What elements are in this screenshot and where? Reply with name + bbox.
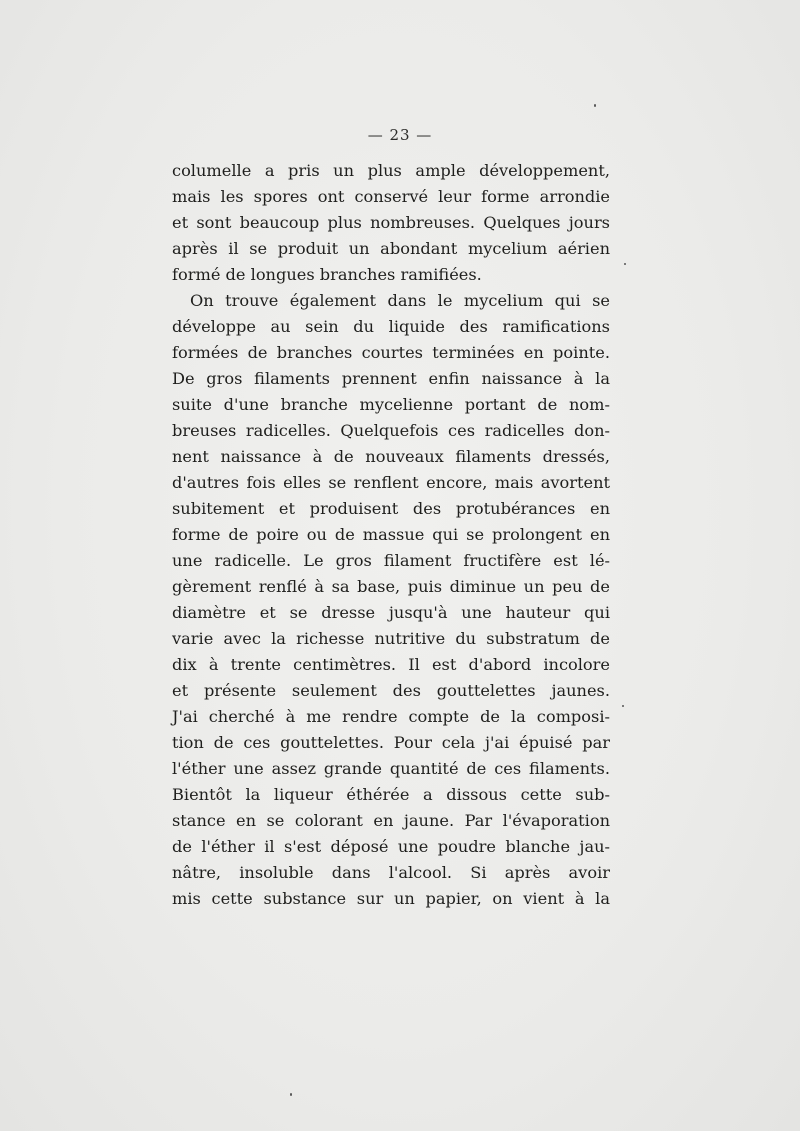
- text-line: développe au sein du liquide des ramifications: [172, 317, 610, 336]
- text-line: formé de longues branches ramifiées.: [172, 265, 482, 284]
- print-speck: [594, 104, 596, 107]
- text-line: d'autres fois elles se renflent encore, mais avortent: [172, 473, 610, 492]
- text-line: nâtre, insoluble dans l'alcool. Si après avoir: [172, 863, 610, 882]
- text-line: mais les spores ont conservé leur forme arrondie: [172, 187, 610, 206]
- text-line: une radicelle. Le gros filament fructifère est lé-: [172, 551, 610, 570]
- text-line: l'éther une assez grande quantité de ces filaments.: [172, 759, 610, 778]
- text-line: On trouve également dans le mycelium qui se: [190, 291, 610, 310]
- text-line: De gros filaments prennent enfin naissance à la: [172, 369, 610, 388]
- text-line: suite d'une branche mycelienne portant de nom-: [172, 395, 610, 414]
- text-line: Bientôt la liqueur éthérée a dissous cette sub-: [172, 785, 610, 804]
- page-number: — 23 —: [367, 126, 433, 144]
- text-line: columelle a pris un plus ample développement,: [172, 161, 610, 180]
- text-line: tion de ces gouttelettes. Pour cela j'ai épuisé par: [172, 733, 610, 752]
- text-line: diamètre et se dresse jusqu'à une hauteur qui: [172, 603, 610, 622]
- text-line: nent naissance à de nouveaux filaments dressés,: [172, 447, 610, 466]
- text-line: mis cette substance sur un papier, on vient à la: [172, 889, 610, 908]
- text-line: forme de poire ou de massue qui se prolongent en: [172, 525, 610, 544]
- text-line: après il se produit un abondant mycelium aérien: [172, 239, 610, 258]
- print-speck: [290, 1093, 292, 1096]
- text-line: de l'éther il s'est déposé une poudre blanche jau-: [172, 837, 610, 856]
- text-line: subitement et produisent des protubérances en: [172, 499, 610, 518]
- text-line: J'ai cherché à me rendre compte de la composi-: [172, 707, 610, 726]
- print-speck: [622, 705, 624, 707]
- text-line: formées de branches courtes terminées en pointe.: [172, 343, 610, 362]
- text-line: stance en se colorant en jaune. Par l'évaporation: [172, 811, 610, 830]
- body-text: [172, 158, 610, 912]
- text-line: breuses radicelles. Quelquefois ces radicelles don-: [172, 421, 610, 440]
- text-line: et sont beaucoup plus nombreuses. Quelques jours: [172, 213, 610, 232]
- text-line: varie avec la richesse nutritive du substratum de: [172, 629, 610, 648]
- text-line: dix à trente centimètres. Il est d'abord incolore: [172, 655, 610, 674]
- text-line: et présente seulement des gouttelettes jaunes.: [172, 681, 610, 700]
- print-speck: [624, 263, 626, 265]
- text-line: gèrement renflé à sa base, puis diminue un peu de: [172, 577, 610, 596]
